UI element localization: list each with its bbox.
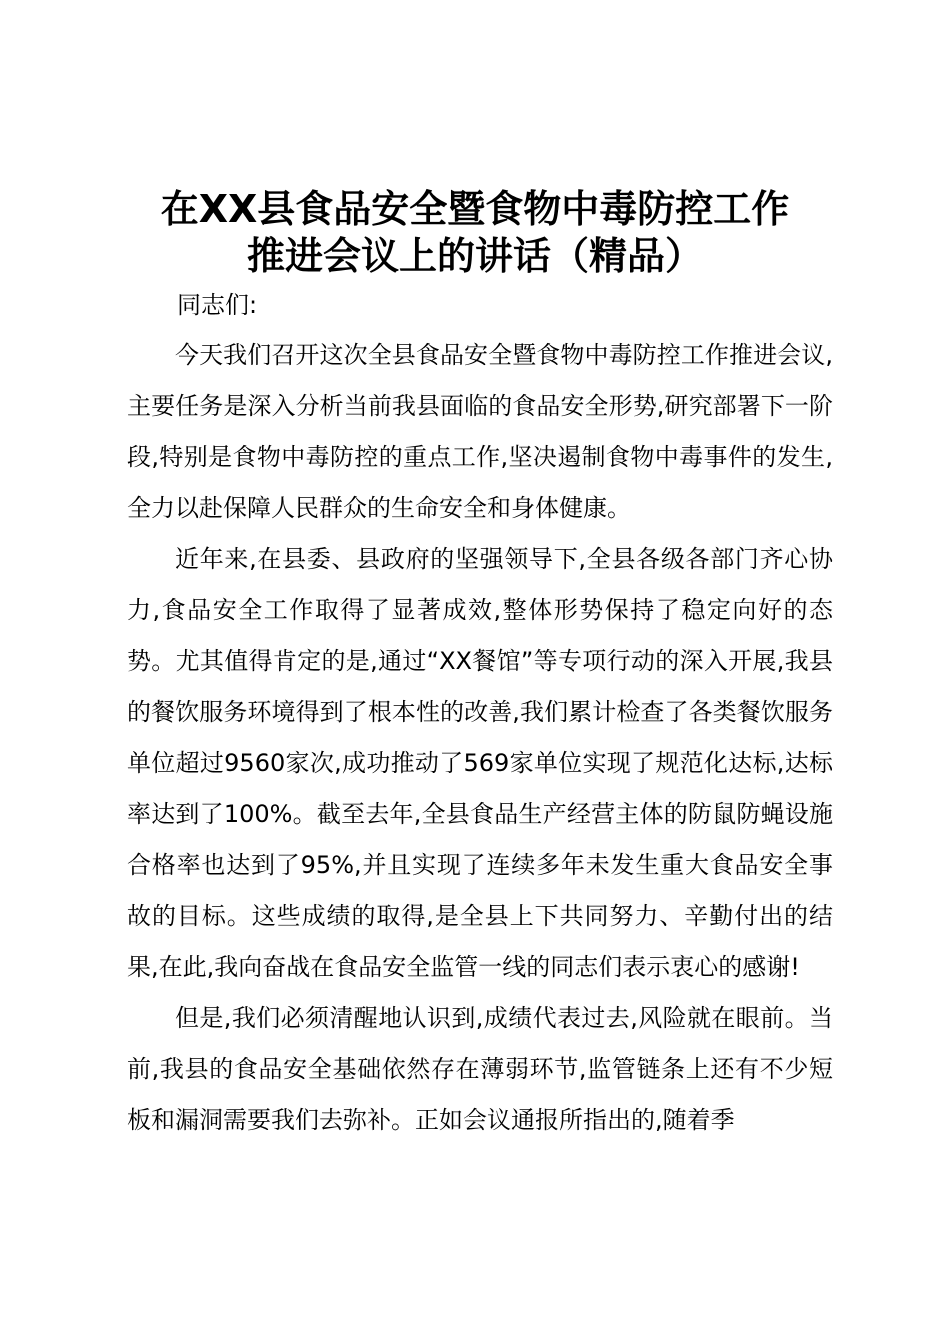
document-title-line-2: 推进会议上的讲话（精品） [246,234,703,278]
paragraph-achievements: 近年来,在县委、县政府的坚强领导下,全县各级各部门齐心协力,食品安全工作取得了显著成效,整体形势保持了稳定向好的态势。尤其值得肯定的是,通过“XX餐馆”等专项行动的深入开展,我县的餐饮服务环境得到了根本性的改善,我们累计检查了各类餐饮服务单位超过9560家次,成功推动了569家单位实现了规范化达标,达标率达到了100%。截至去年,全县食品生产经营主体的防鼠防蝇设施合格率也达到了95%,并且实现了连续多年未发生重大食品安全事故的目标。这些成绩的取得,是全县上下共同努力、辛勤付出的结果,在此,我向奋战在食品安全监管一线的同志们表示衷心的感谢! [127,545,833,981]
paragraph-risks: 但是,我们必须清醒地认识到,成绩代表过去,风险就在眼前。当前,我县的食品安全基础依然存在薄弱环节,监管链条上还有不少短板和漏洞需要我们去弥补。正如会议通报所指出的,随着季 [127,1004,833,1134]
document-title-line-1: 在XX县食品安全暨食物中毒防控工作 [160,187,790,231]
salutation: 同志们: [177,291,258,319]
document-body [127,280,833,1146]
paragraph-opening: 今天我们召开这次全县食品安全暨食物中毒防控工作推进会议,主要任务是深入分析当前我县面临的食品安全形势,研究部署下一阶段,特别是食物中毒防控的重点工作,坚决遏制食物中毒事件的发生,全力以赴保障人民群众的生命安全和身体健康。 [127,341,833,522]
